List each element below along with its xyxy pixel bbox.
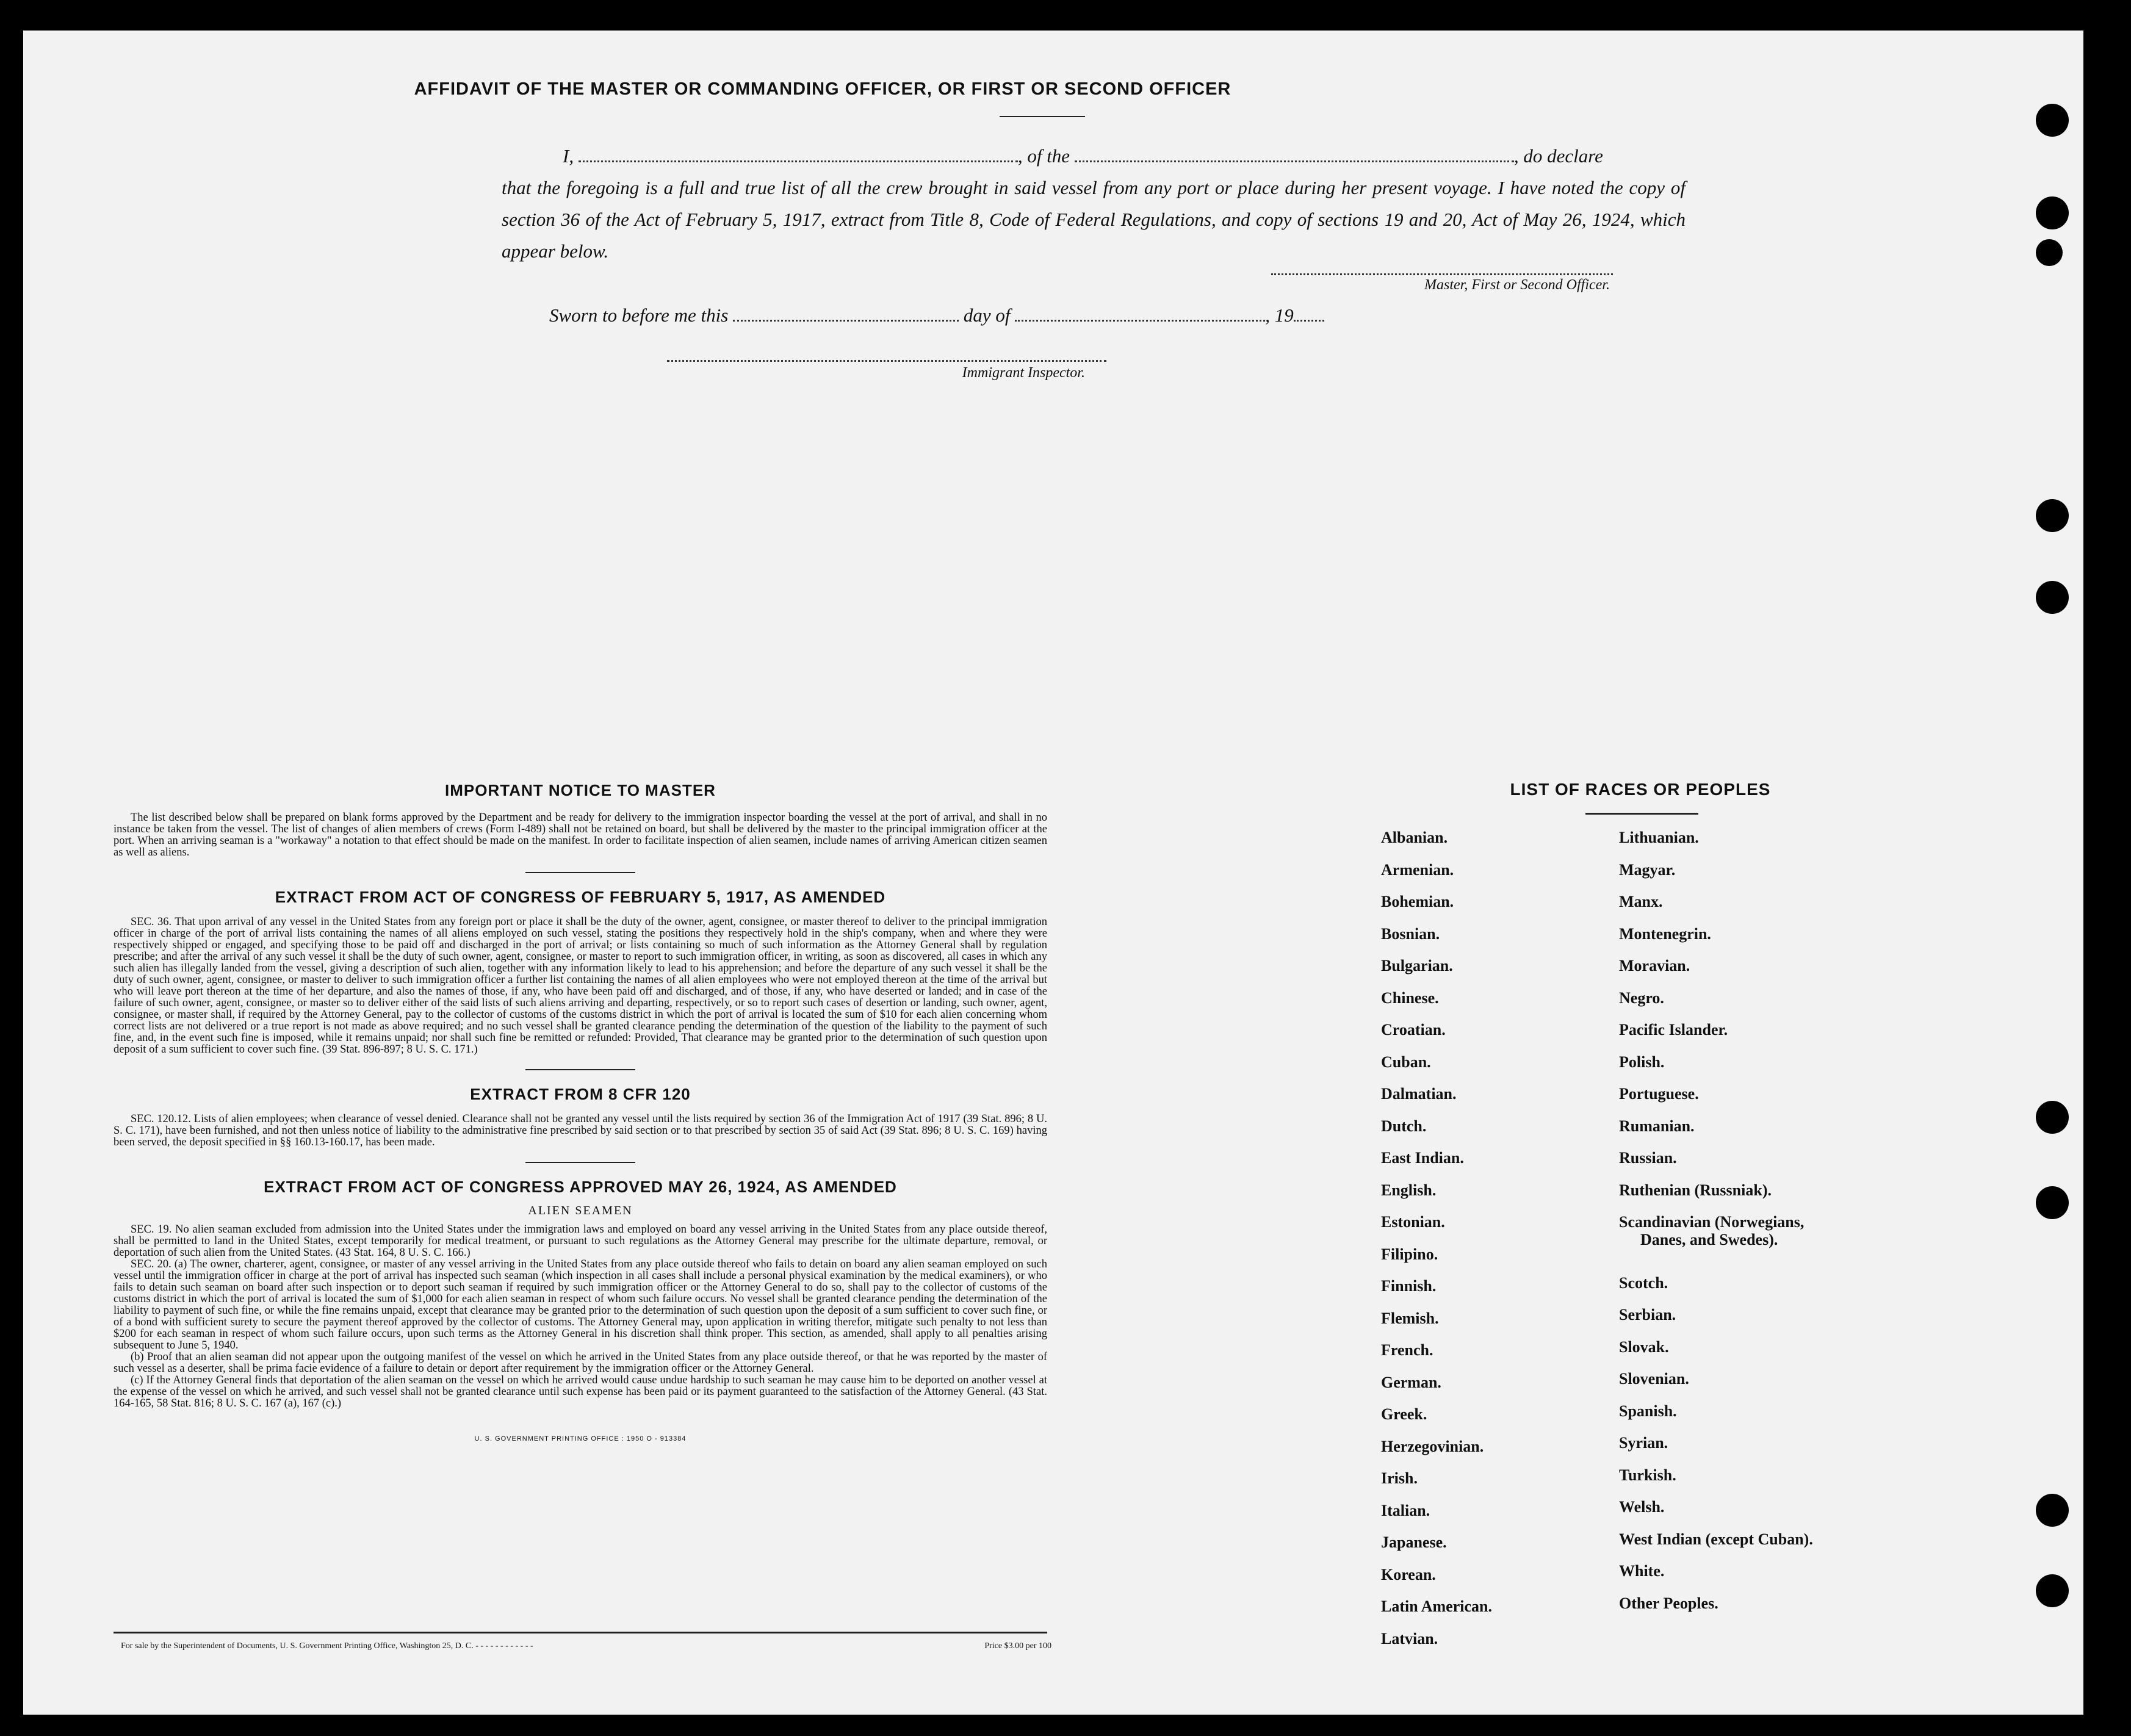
inspector-signature-caption: Immigrant Inspector. bbox=[962, 365, 1085, 381]
punch-hole bbox=[2036, 1494, 2069, 1527]
race-item: Irish. bbox=[1381, 1469, 1418, 1487]
race-item: Scotch. bbox=[1619, 1273, 1668, 1292]
race-item: Herzegovinian. bbox=[1381, 1437, 1484, 1455]
punch-hole bbox=[2036, 239, 2063, 266]
race-item: Ruthenian (Russniak). bbox=[1619, 1181, 1772, 1199]
race-item: Croatian. bbox=[1381, 1021, 1446, 1039]
race-item: Slovenian. bbox=[1619, 1370, 1689, 1388]
footer-sale-notice: For sale by the Superintendent of Documents, U. S. Government Printing Office, Washington 25, D. C. - - - - - - - - - - - - bbox=[121, 1641, 533, 1651]
notice-paragraph: The list described below shall be prepared on blank forms approved by the Department and be ready for delivery to the immigration inspector boarding the vessel at the port of arrival, and shall in no instance be taken from the vessel. The list of changes of alien members of crews (Form I-489) shall not be retained on board, but shall be delivered by the master to the principal immigration officer at the port. When an arriving seaman is a "workaway" a notation to that effect should be made on the manifest. In order to facilitate inspection of alien seamen, include names of arriving American citizen seamen as well as aliens. bbox=[114, 812, 1047, 859]
race-item: Cuban. bbox=[1381, 1053, 1431, 1071]
sworn-day-field[interactable] bbox=[733, 304, 959, 322]
race-item: Lithuanian. bbox=[1619, 829, 1699, 846]
declarant-name-field[interactable] bbox=[579, 145, 1018, 162]
race-item: White. bbox=[1619, 1562, 1665, 1580]
race-item: Flemish. bbox=[1381, 1309, 1439, 1327]
race-item: Bulgarian. bbox=[1381, 957, 1453, 974]
race-item: Latin American. bbox=[1381, 1597, 1492, 1615]
year-prefix: , 19 bbox=[1265, 304, 1294, 326]
race-item: Portuguese. bbox=[1619, 1085, 1699, 1103]
race-item: German. bbox=[1381, 1373, 1441, 1391]
do-declare-label: , do declare bbox=[1513, 145, 1603, 167]
of-the-label: , of the bbox=[1017, 145, 1070, 167]
title-divider bbox=[1000, 116, 1085, 117]
punch-hole bbox=[2036, 1101, 2069, 1134]
affidavit-title: AFFIDAVIT OF THE MASTER OR COMMANDING OFFICER, OR FIRST OR SECOND OFFICER bbox=[414, 79, 1231, 99]
race-item: Russian. bbox=[1619, 1149, 1677, 1167]
notice-title: IMPORTANT NOTICE TO MASTER bbox=[445, 781, 716, 799]
race-item: Serbian. bbox=[1619, 1306, 1676, 1324]
race-item: Moravian. bbox=[1619, 957, 1690, 974]
section-divider bbox=[525, 872, 635, 873]
vessel-name-field[interactable] bbox=[1075, 145, 1514, 162]
section-20c-text: (c) If the Attorney General finds that deportation of the alien seaman on the vessel on which he arrived would cause undue hardship to such seaman he may cause him to be deported on another vessel at the expense of the vessel on which he arrived, and such vessel shall not be granted clearance until such expense has been paid or its payment guaranteed to the satisfaction of the Attorney General. (43 Stat. 164-165, 58 Stat. 816; 8 U. S. C. 167 (a), 167 (c).) bbox=[114, 1374, 1047, 1410]
form-page bbox=[23, 31, 2083, 1715]
race-item: West Indian (except Cuban). bbox=[1619, 1530, 1813, 1548]
section-divider bbox=[525, 1069, 635, 1070]
race-item: Polish. bbox=[1619, 1053, 1665, 1071]
race-item: Magyar. bbox=[1619, 860, 1676, 879]
day-of-label: day of bbox=[963, 304, 1011, 326]
declaration-text: that the foregoing is a full and true list of all the crew brought in said vessel from any port or place during her present voyage. I have noted the copy of section 36 of the Act of February 5, 1917, extract from Title 8, Code of Federal Regulations, and copy of sections 19 and 20, Act of May 26, 1924, which appear below. bbox=[502, 177, 1686, 262]
race-item: Chinese. bbox=[1381, 989, 1439, 1007]
extract-1924-body bbox=[114, 1224, 1047, 1410]
sworn-label: Sworn to before me this bbox=[549, 304, 729, 326]
punch-hole bbox=[2036, 196, 2069, 229]
sworn-month-field[interactable] bbox=[1015, 304, 1265, 322]
extract-1924-title: EXTRACT FROM ACT OF CONGRESS APPROVED MAY 26, 1924, AS AMENDED bbox=[264, 1178, 897, 1196]
race-item: Welsh. bbox=[1619, 1498, 1665, 1516]
notices-column bbox=[114, 781, 1047, 1442]
race-item: Italian. bbox=[1381, 1501, 1430, 1519]
extract-1917-title: EXTRACT FROM ACT OF CONGRESS OF FEBRUARY 5, 1917, AS AMENDED bbox=[275, 888, 886, 906]
race-item: Negro. bbox=[1619, 989, 1664, 1007]
race-item: Estonian. bbox=[1381, 1213, 1445, 1231]
extract-1917-body bbox=[114, 917, 1047, 1056]
alien-seamen-subtitle: ALIEN SEAMEN bbox=[528, 1204, 633, 1217]
race-item: Rumanian. bbox=[1619, 1117, 1695, 1135]
race-item: Slovak. bbox=[1619, 1338, 1669, 1356]
master-signature-caption: Master, First or Second Officer. bbox=[1424, 277, 1610, 293]
notice-body bbox=[114, 812, 1047, 859]
sworn-statement bbox=[549, 304, 1404, 326]
race-item: Latvian. bbox=[1381, 1629, 1438, 1648]
master-signature-line[interactable] bbox=[1271, 273, 1613, 275]
extract-cfr-title: EXTRACT FROM 8 CFR 120 bbox=[470, 1085, 691, 1103]
race-item: Finnish. bbox=[1381, 1277, 1437, 1295]
footer-price: Price $3.00 per 100 bbox=[984, 1641, 1051, 1651]
section-36-text: SEC. 36. That upon arrival of any vessel in the United States from any foreign port or place it shall be the duty of the owner, agent, consignee, or master thereof to deliver to the principal immigration officer in charge of the port of arrival lists containing the names of all aliens employed on such vessel, stating the positions they respectively hold in the ship's company, when and where they were respectively shipped or engaged, and specifying those to be paid off and discharged in the port of arrival; or lists containing so much of such information as the Attorney General shall by regulation prescribe; and after the arrival of any such vessel it shall be the duty of such owner, agent, consignee, or master to report to such immigration officer, in writing, as soon as discovered, all cases in which any such alien has illegally landed from the vessel, giving a description of such alien, together with any information likely to lead to his apprehension; and before the departure of any such vessel it shall be the duty of such owner, agent, consignee, or master to deliver to such immigration officer a further list containing the names of all alien employees who were not employed thereon at the time of the arrival but who will leave port thereon at the time of her departure, and also the names of those, if any, who have been paid off and discharged, and of those, if any, who have deserted or landed; and in case of the failure of such owner, agent, consignee, or master so to deliver either of the said lists of such aliens arriving and departing, respectively, or so to report such cases of desertion or landing, such owner, agent, consignee, or master shall, if required by the Attorney General, pay to the collector of customs of the customs district in which the port of arrival is located the sum of $10 for each alien concerning whom correct lists are not delivered or a true report is not made as above required; and no such vessel shall be granted clearance pending the determination of the question of the liability to the payment of such fine, and, in the event such fine is imposed, while it remains unpaid; nor shall such fine be remitted or refunded: Provided, That clearance may be granted prior to the determination of such question upon deposit of a sum sufficient to cover such fine. (39 Stat. 896-897; 8 U. S. C. 171.) bbox=[114, 916, 1047, 1056]
race-item: Pacific Islander. bbox=[1619, 1021, 1728, 1039]
race-item: Albanian. bbox=[1381, 829, 1448, 846]
punch-hole bbox=[2036, 581, 2069, 614]
section-20b-text: (b) Proof that an alien seaman did not appear upon the outgoing manifest of the vessel on which he arrived in the United States from any place outside thereof, or that he was reported by the master of such vessel as a deserter, shall be prima facie evidence of a failure to detain or deport after requirement by the immigration officer or the Attorney General. bbox=[114, 1351, 1047, 1375]
race-item: Armenian. bbox=[1381, 860, 1454, 879]
section-19-text: SEC. 19. No alien seaman excluded from admission into the United States under the immigration laws and employed on board any vessel arriving in the United States from any place outside thereof, shall be permitted to land in the United States, except temporarily for medical treatment, or pursuant to such regulations as the Attorney General may prescribe for the ultimate departure, removal, or deportation of such alien from the United States. (43 Stat. 164, 8 U. S. C. 166.) bbox=[114, 1223, 1047, 1259]
section-120-12-text: SEC. 120.12. Lists of alien employees; when clearance of vessel denied. Clearance shall not be granted any vessel until the lists required by section 36 of the Immigration Act of 1917 (39 Stat. 896; 8 U. S. C. 171), have been furnished, and not then unless notice of liability to the administrative fine prescribed by said section or to that prescribed by section 35 of said Act (39 Stat. 896; 8 U. S. C. 169) having been served, the deposit specified in §§ 160.13-160.17, has been made. bbox=[114, 1113, 1047, 1148]
race-item: Korean. bbox=[1381, 1565, 1436, 1583]
race-item: Bosnian. bbox=[1381, 924, 1440, 943]
race-item: Filipino. bbox=[1381, 1245, 1438, 1263]
race-item: Scandinavian (Norwegians, bbox=[1619, 1213, 1805, 1231]
race-item: Greek. bbox=[1381, 1405, 1427, 1423]
extract-cfr-body bbox=[114, 1114, 1047, 1148]
race-item: Syrian. bbox=[1619, 1434, 1668, 1452]
races-list-title: LIST OF RACES OR PEOPLES bbox=[1510, 780, 1771, 799]
declarant-prefix: I, bbox=[563, 145, 574, 167]
affidavit-declaration bbox=[502, 140, 1686, 267]
section-20a-text: SEC. 20. (a) The owner, charterer, agent, consignee, or master of any vessel arriving in the United States from any place outside thereof who fails to detain on board any alien seaman employed on such vessel until the immigration officer in charge at the port of arrival has inspected such seaman (which inspection in all cases shall include a personal physical examination by the medical examiners), or who fails to detain such seaman on board after such inspection or to deport such seaman if required by such immigration officer or the Attorney General to do so, shall pay to the collector of customs of the customs district in which the port of arrival is located the sum of $1,000 for each alien seaman in respect of whom such failure occurs. No vessel shall be granted clearance pending the determination of the liability to payment of such fine, or while the fine remains unpaid, except that clearance may be granted prior to the determination of such question upon the deposit of a sum sufficient to cover such fine, or of a bond with sufficient surety to secure the payment thereof approved by the collector of customs. The Attorney General may, upon application in writing therefor, mitigate such penalty to not less than $200 for each seaman in respect of whom such failure occurs, upon such terms as the Attorney General in his discretion shall think proper. This section, as amended, shall apply to all penalties arising subsequent to June 5, 1940. bbox=[114, 1258, 1047, 1352]
footer-rule bbox=[114, 1632, 1047, 1633]
race-item: East Indian. bbox=[1381, 1149, 1464, 1167]
punch-hole bbox=[2036, 1574, 2069, 1607]
race-item: Danes, and Swedes). bbox=[1640, 1230, 1778, 1248]
race-item: English. bbox=[1381, 1181, 1437, 1199]
race-item: Montenegrin. bbox=[1619, 924, 1711, 943]
race-item: Manx. bbox=[1619, 893, 1663, 910]
race-item: Bohemian. bbox=[1381, 893, 1454, 910]
race-item: Other Peoples. bbox=[1619, 1594, 1718, 1612]
races-divider bbox=[1585, 813, 1698, 815]
race-item: French. bbox=[1381, 1341, 1433, 1359]
race-item: Spanish. bbox=[1619, 1402, 1677, 1420]
gpo-imprint: U. S. GOVERNMENT PRINTING OFFICE : 1950 O - 913384 bbox=[474, 1435, 687, 1442]
punch-hole bbox=[2036, 1186, 2069, 1219]
punch-hole bbox=[2036, 499, 2069, 532]
punch-hole bbox=[2036, 104, 2069, 137]
race-item: Turkish. bbox=[1619, 1466, 1676, 1484]
sworn-year-field[interactable] bbox=[1294, 304, 1324, 322]
race-item: Japanese. bbox=[1381, 1533, 1447, 1551]
race-item: Dalmatian. bbox=[1381, 1085, 1457, 1103]
race-item: Dutch. bbox=[1381, 1117, 1427, 1135]
section-divider bbox=[525, 1162, 635, 1163]
inspector-signature-line[interactable] bbox=[667, 360, 1106, 362]
